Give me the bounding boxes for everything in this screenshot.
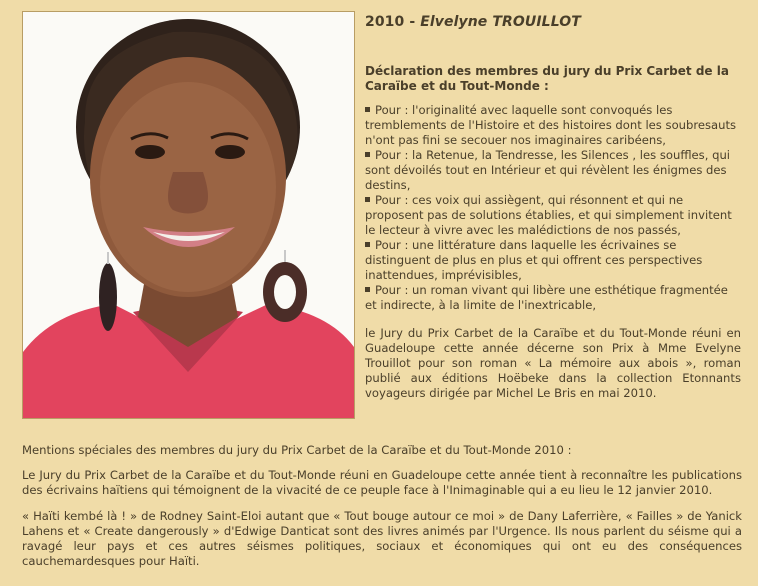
- bullet-square-icon: [365, 242, 370, 247]
- point-text: Pour : un roman vivant qui libère une esthétique fragmentée et indirecte, à la limite de l'inextricable,: [365, 283, 728, 312]
- bullet-square-icon: [365, 197, 370, 202]
- list-item: [365, 148, 743, 193]
- jury-declaration-title: Déclaration des membres du jury du Prix Carbet de la Caraïbe et du Tout-Monde :: [365, 64, 729, 93]
- point-text: Pour : la Retenue, la Tendresse, les Silences , les souffles, qui sont dévoilés tout en Intérieur et qui révèlent les énigmes des destins,: [365, 148, 731, 192]
- list-item: [365, 238, 743, 283]
- bullet-square-icon: [365, 107, 370, 112]
- article-year: 2010: [365, 14, 405, 30]
- jury-points-list: [365, 103, 743, 313]
- list-item: [365, 103, 743, 148]
- article-bottom-section: [22, 443, 742, 569]
- author-name: Elvelyne TROUILLOT: [420, 14, 581, 30]
- article-right-column: [365, 14, 743, 401]
- bullet-square-icon: [365, 287, 370, 292]
- mentions-paragraph-2: « Haïti kembé là ! » de Rodney Saint-Eloi autant que « Tout bouge autour ce moi » de Dany Laferrière, « Failles » de Yanick Lahens et « Create dangerously » d'Edwige Danticat sont des livres animés par l'Urgence. Ils nous parlent du séisme qui a ravagé leur pays et ces autres séismes politiques, sociaux et économiques qui ont eu des conséquences cauchemardesques pour Haïti.: [22, 509, 742, 568]
- list-item: [365, 283, 743, 313]
- mentions-title: Mentions spéciales des membres du jury du Prix Carbet de la Caraïbe et du Tout-Monde 2010 :: [22, 443, 572, 457]
- mentions-paragraph-1: Le Jury du Prix Carbet de la Caraïbe et du Tout-Monde réuni en Guadeloupe cette année tient à reconnaître les publications des écrivains haïtiens qui témoignent de la vivacité de ce peuple face à l'Inimaginable qui a eu lieu le 12 janvier 2010.: [22, 468, 742, 497]
- bullet-square-icon: [365, 152, 370, 157]
- list-item: [365, 193, 743, 238]
- point-text: Pour : ces voix qui assiègent, qui résonnent et qui ne proposent pas de solutions établies, et qui simplement invitent le lecteur à vivre avec les malédictions de nos passés,: [365, 193, 732, 237]
- author-photo: [22, 11, 355, 419]
- point-text: Pour : une littérature dans laquelle les écrivaines se distinguent de plus en plus et qui offrent ces perspectives inattendues, imprévisibles,: [365, 238, 703, 282]
- author-portrait-image: [23, 12, 354, 418]
- jury-decision-paragraph: le Jury du Prix Carbet de la Caraïbe et du Tout-Monde réuni en Guadeloupe cette année décerne son Prix à Mme Evelyne Trouillot pour son roman « La mémoire aux abois », roman publié aux éditions Hoëbeke dans la collection Etonnants voyageurs dirigée par Michel Le Bris en mai 2010.: [365, 326, 741, 400]
- point-text: Pour : l'originalité avec laquelle sont convoqués les tremblements de l'Histoire et des histoires dont les soubresauts n'ont pas fini se secouer nos imaginaires caribéens,: [365, 103, 737, 147]
- heading-separator: -: [404, 14, 421, 30]
- article-heading: [365, 14, 743, 30]
